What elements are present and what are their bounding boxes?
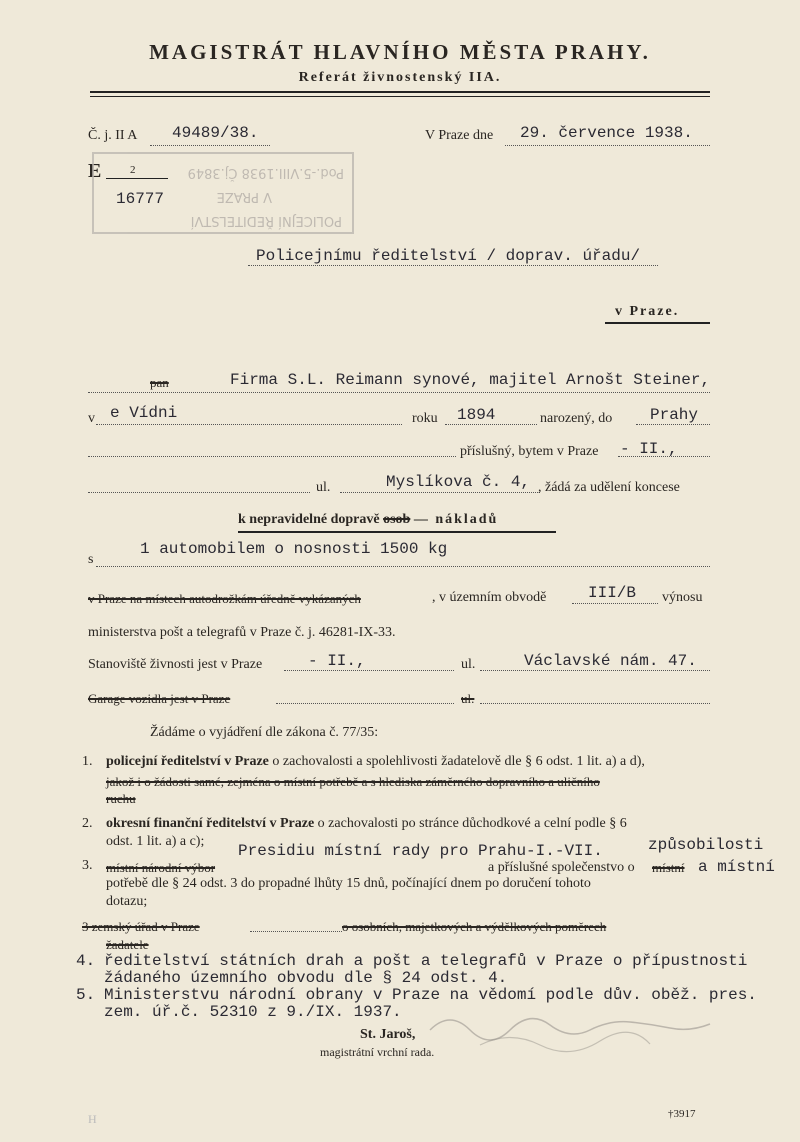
item2-text: okresní finanční ředitelství v Praze o zachovalosti po stránce důchodkové a celní podle § 6 <box>106 816 627 831</box>
decree-word: výnosu <box>662 590 703 605</box>
item3-struck2: místní <box>652 860 685 875</box>
area-value: III/B <box>588 584 637 602</box>
street-label: ul. <box>316 480 331 495</box>
struck-item-a: 3 zemský úřad v Praze <box>82 919 200 934</box>
item1-text: policejní ředitelství v Praze o zachovalosti a spolehlivosti žadatelově dle § 6 odst. 1 lit. a) a d), <box>106 754 645 769</box>
date-label: V Praze dne <box>425 128 494 143</box>
pencil-scribble <box>420 1000 740 1060</box>
header-rule <box>90 91 710 93</box>
vehicle-value: 1 automobilem o nosnosti 1500 kg <box>140 540 448 558</box>
site-street-value: Václavské nám. 47. <box>524 652 697 670</box>
with-prefix: s <box>88 552 94 567</box>
item3-struck: místní národní výbor <box>106 860 216 875</box>
addressee-city: v Praze. <box>615 304 680 319</box>
born-to-value: Prahy <box>650 406 699 424</box>
item1-struck: jakož i o žádosti samé, zejména o místní potřebě a s hlediska záměrného dopravního a uličního <box>106 774 600 789</box>
site-value: - II., <box>308 652 366 670</box>
site-street-label: ul. <box>461 657 476 672</box>
item3-typed: Presidiu místní rady pro Prahu-I.-VII. <box>238 842 603 860</box>
e-label: E <box>88 160 102 182</box>
signature-title: magistrátní vrchní rada. <box>320 1045 435 1059</box>
signature-name: St. Jaroš, <box>360 1027 416 1042</box>
item4-line2: žádaného územního obvodu dle § 24 odst. 4. <box>104 969 508 987</box>
item4-line1: ředitelství státních drah a pošt a telegrafů v Praze o přípustnosti <box>104 952 748 970</box>
item3-num: 3. <box>82 858 93 873</box>
item3-typed3: a místní <box>698 858 775 876</box>
born-place: e Vídni <box>110 404 178 422</box>
domicile-label: příslušný, bytem v Praze <box>460 444 599 459</box>
domicile-value: - II., <box>620 440 678 458</box>
date-value: 29. července 1938. <box>520 124 693 142</box>
footer-left-mark: H <box>88 1112 97 1126</box>
garage-street-struck: ul. <box>461 691 475 706</box>
area-label: , v územním obvodě <box>432 590 547 605</box>
year-label: roku <box>412 411 438 426</box>
police-stamp: POLICEJNÍ ŘEDITELSTVÍ V PRAZE Pod.-5.VIII.1938 Čj.3849 <box>92 152 354 234</box>
e-number: 16777 <box>116 190 165 208</box>
street-value: Myslíkova č. 4, <box>386 473 531 491</box>
decree-text: ministerstva pošt a telegrafů v Praze č. j. 46281-IX-33. <box>88 625 396 640</box>
item5-line2: zem. úř.č. 52310 z 9./IX. 1937. <box>104 1003 402 1021</box>
area-struck: v Praze na místech autodrožkám úředně vykázaných <box>88 591 361 606</box>
e-super: 2 <box>130 164 136 176</box>
item3-line3: dotazu; <box>106 894 148 909</box>
footer-code: †3917 <box>668 1108 696 1120</box>
cj-label: Č. j. II A <box>88 128 138 143</box>
item3-typed2: způsobilosti <box>648 836 764 854</box>
item5-line1: Ministerstvu národní obrany v Praze na vědomí podle dův. oběž. pres. <box>104 986 757 1004</box>
item3-line2: potřebě dle § 24 odst. 3 do propadné lhůty 15 dnů, počínající dnem po doručení tohoto <box>106 876 591 891</box>
applicant-struck: pan <box>150 375 169 390</box>
struck-item-b: o osobních, majetkových a výdělkových poměrech <box>342 919 607 934</box>
item3-mid: a příslušné společenstvo o <box>488 860 635 875</box>
header-rule-thin <box>90 96 710 97</box>
born-prefix: v <box>88 411 95 426</box>
cj-value: 49489/38. <box>172 124 259 142</box>
concession-label: k nepravidelné dopravě osob — nákladů <box>238 512 499 527</box>
garage-struck: Garage vozidla jest v Praze <box>88 691 231 706</box>
born-to-label: narozený, do <box>540 411 613 426</box>
header-subtitle: Referát živnostenský IIA. <box>298 70 502 85</box>
requests-intro: Žádáme o vyjádření dle zákona č. 77/35: <box>150 725 379 740</box>
header-title: MAGISTRÁT HLAVNÍHO MĚSTA PRAHY. <box>149 40 651 64</box>
item5-num: 5. <box>76 986 96 1004</box>
item1-num: 1. <box>82 754 93 769</box>
item2-num: 2. <box>82 816 93 831</box>
request-label: , žádá za udělení koncese <box>538 480 680 495</box>
addressee-name: Policejnímu ředitelství / doprav. úřadu/ <box>256 247 641 265</box>
site-label: Stanoviště živnosti jest v Praze <box>88 657 263 672</box>
item1-struck2: ruchu <box>106 791 136 806</box>
struck-item-c: žadatele <box>106 937 149 952</box>
year-value: 1894 <box>457 406 496 424</box>
applicant-name: Firma S.L. Reimann synové, majitel Arnošt Steiner, <box>230 371 711 389</box>
item4-num: 4. <box>76 952 96 970</box>
item2-line2: odst. 1 lit. a) a c); <box>106 834 205 849</box>
